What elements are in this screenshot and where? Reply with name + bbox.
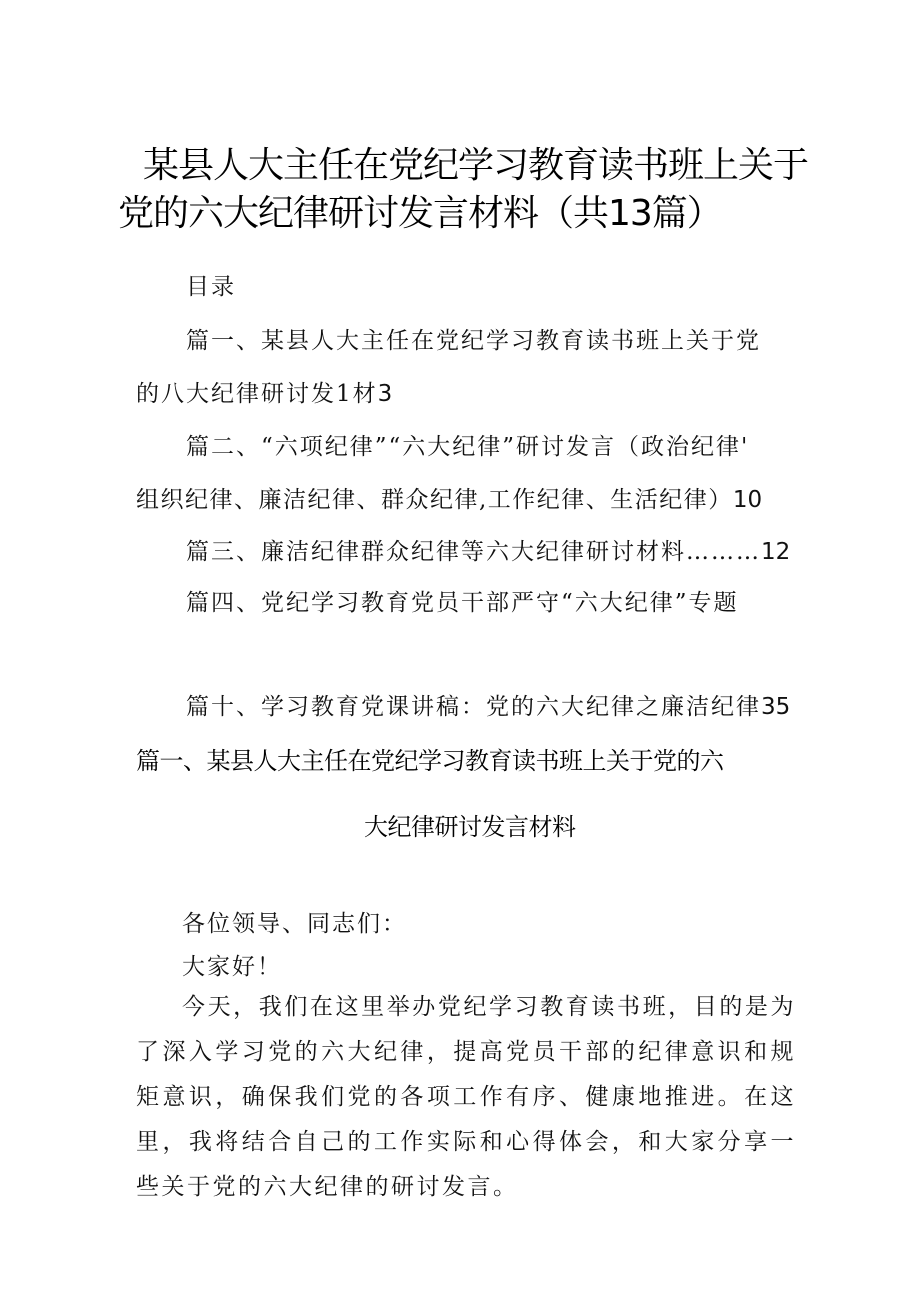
toc-item-2-page: 10 [732, 487, 763, 513]
title-line-2: 党的六大纪律研讨发言材料（共13篇） [118, 193, 722, 234]
toc-item-4: 篇四、党纪学习教育党员干部严守“六大纪律”专题 [186, 590, 739, 616]
title-line-1: 某县人大主任在党纪学习教育读书班上关于 [143, 145, 809, 186]
toc-item-3 [186, 533, 790, 566]
toc-item-1-line-1: 篇一、某县人大主任在党纪学习教育读书班上关于党 [186, 328, 761, 354]
toc-item-1-text: 的八大纪律研讨发1材 [136, 381, 378, 407]
toc-item-2-text: 组织纪律、廉洁纪律、群众纪律,工作纪律、生活纪律） [136, 487, 733, 513]
body-paragraph: 今天，我们在这里举办党纪学习教育读书班，目的是为了深入学习党的六大纪律，提高党员干部的纪律意识和规矩意识，确保我们党的各项工作有序、健康地推进。在这里，我将结合自己的工作实际和心得体会，和大家分享一些关于党的六大纪律的研讨发言。 [136, 994, 796, 1200]
toc-item-3-page: 12 [761, 539, 791, 565]
toc-heading: 目录 [186, 274, 236, 300]
toc-item-1-line-2 [136, 375, 392, 408]
section-heading-line-1: 篇一、某县人大主任在党纪学习教育读书班上关于党的六 [136, 747, 724, 775]
section-heading-line-2: 大纪律研讨发言材料 [364, 813, 576, 841]
toc-item-5-text: 篇十、学习教育党课讲稿：党的六大纪律之廉洁纪律 [186, 694, 761, 720]
toc-item-3-text: 篇三、廉洁纪律群众纪律等六大纪律研讨材料……… [186, 539, 761, 565]
document-title [118, 142, 818, 238]
toc-item-5-page: 35 [761, 694, 791, 720]
toc-item-5 [186, 688, 790, 721]
toc-item-1-page: 3 [377, 381, 393, 407]
greeting: 大家好！ [182, 954, 282, 980]
toc-item-2-line-2 [136, 481, 762, 514]
toc-item-2-line-1: 篇二、“六项纪律”“六大纪律”研讨发言（政治纪律' [186, 434, 750, 460]
salutation: 各位领导、同志们： [182, 911, 407, 937]
